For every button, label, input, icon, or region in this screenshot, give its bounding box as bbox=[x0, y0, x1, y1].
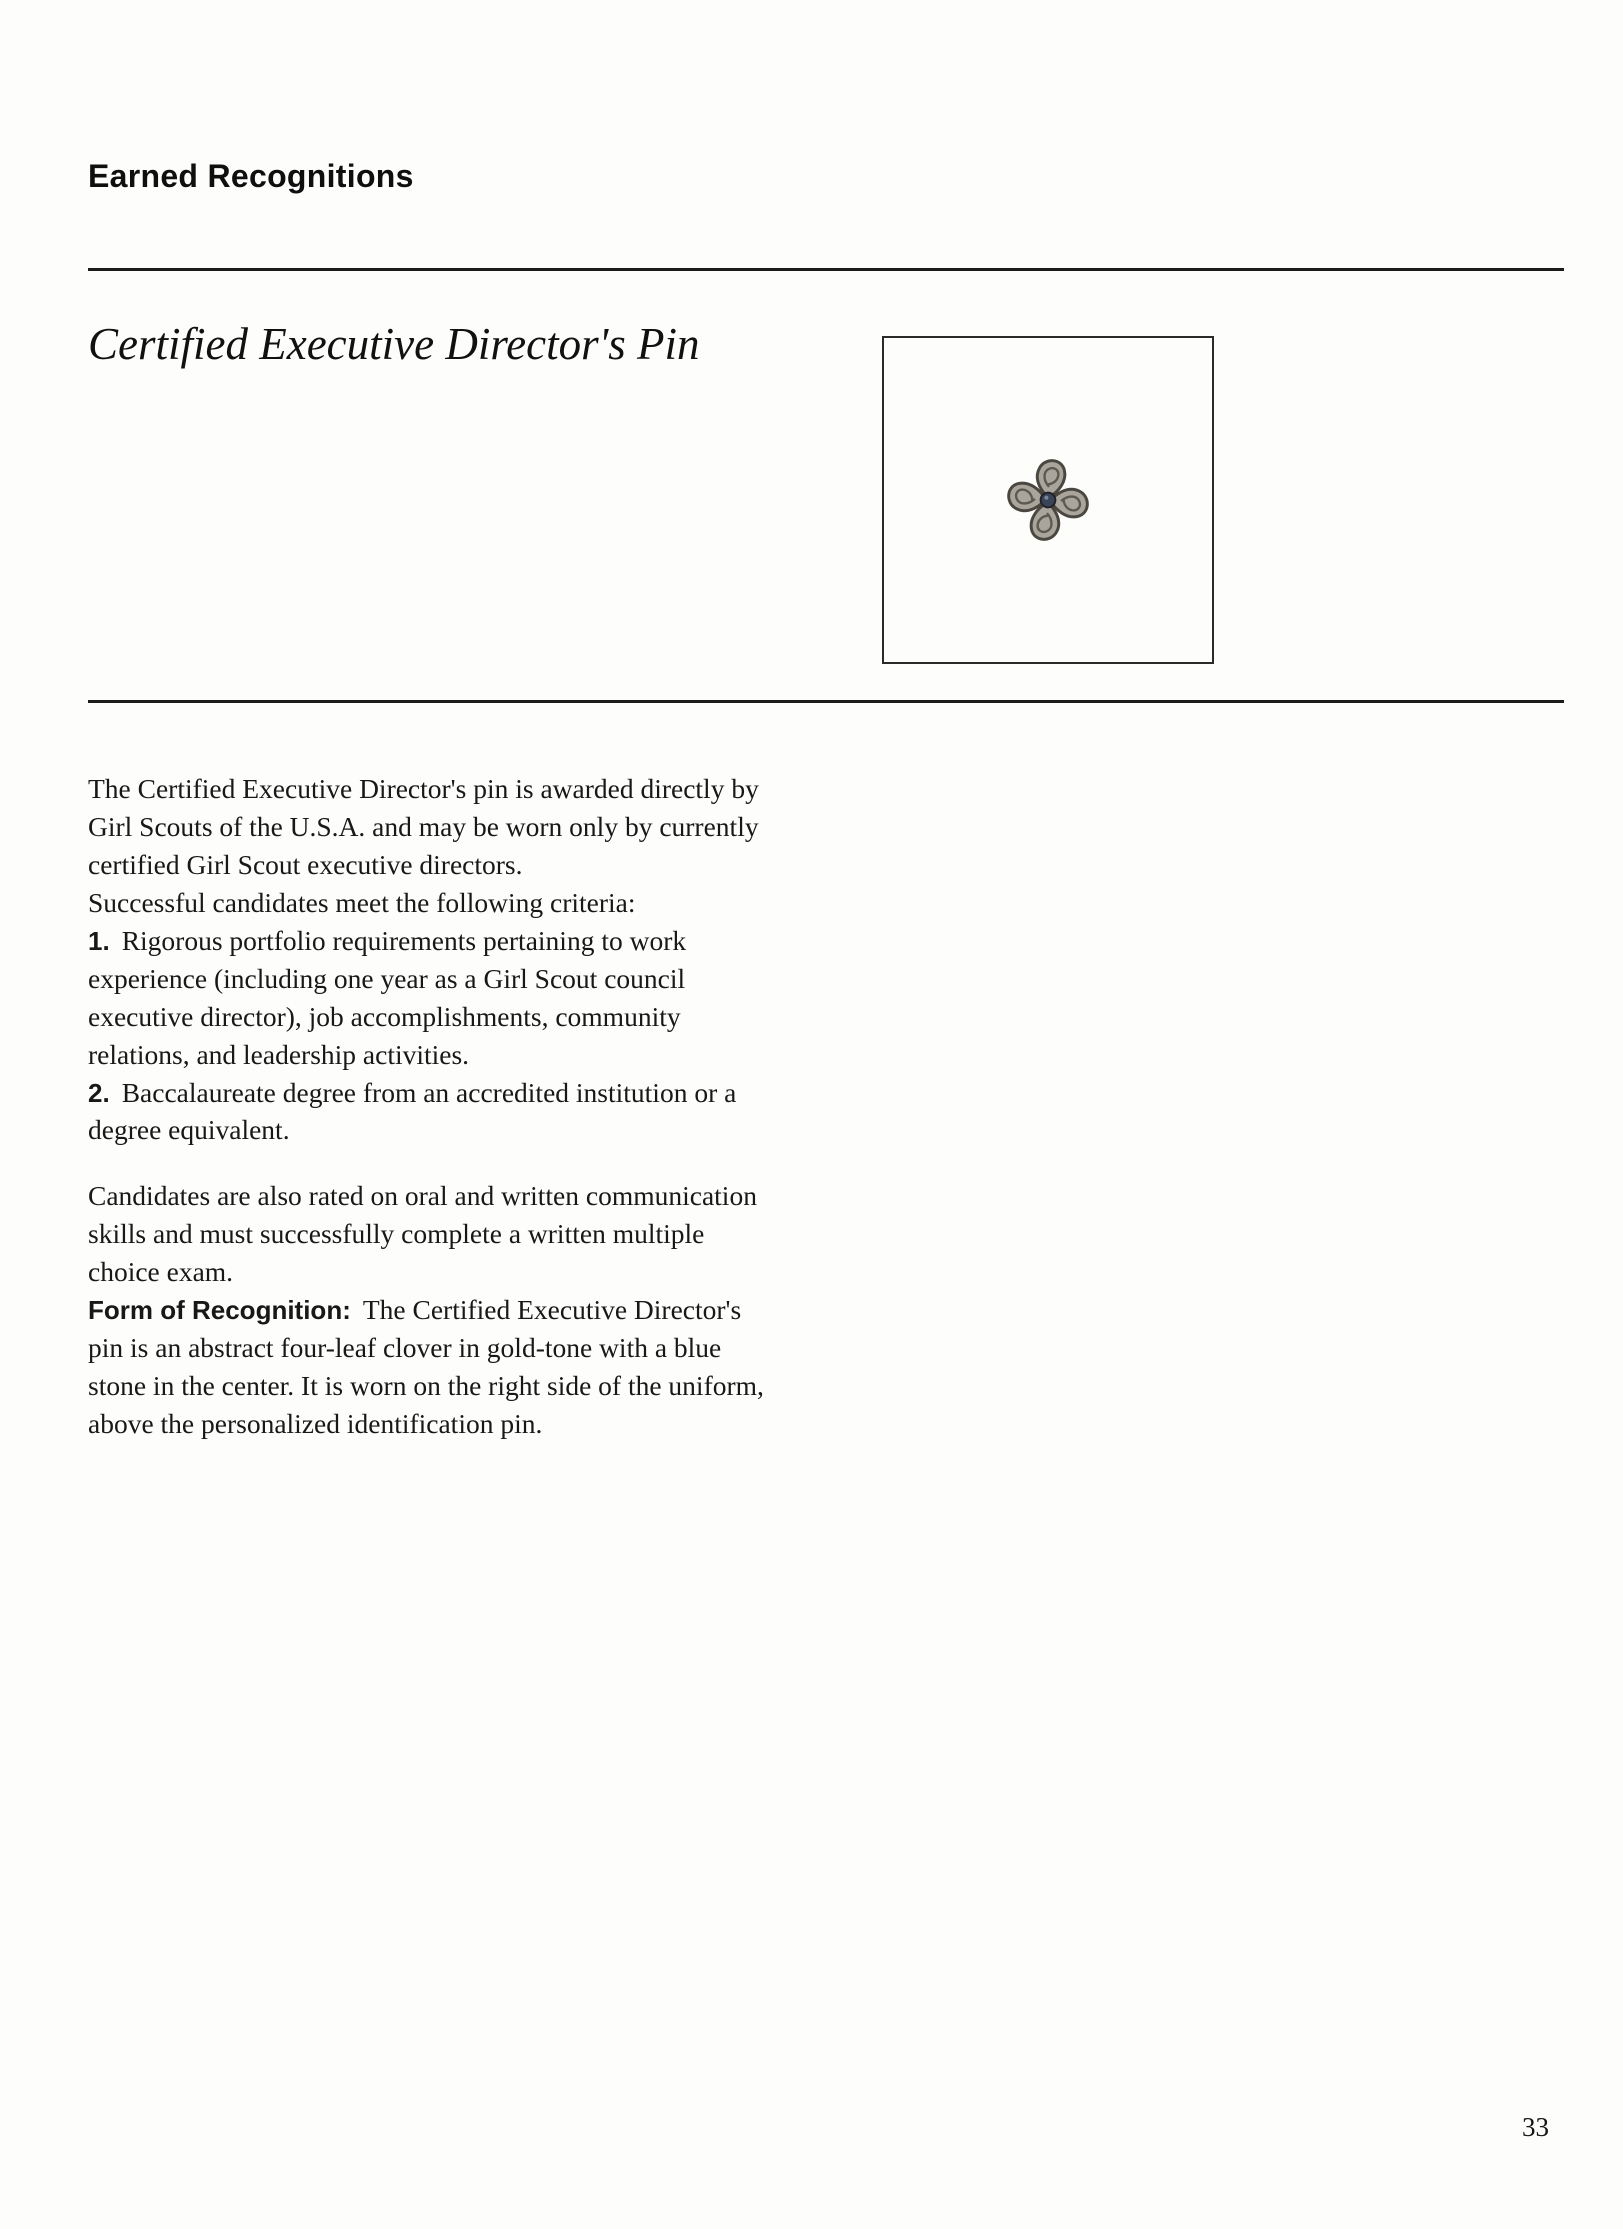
clover-pin-icon bbox=[980, 432, 1117, 569]
paragraph-criteria-lead: Successful candidates meet the following criteria: bbox=[88, 886, 636, 918]
form-of-recognition-text: The Certified Executive Director's pin is an abstract four-leaf clover in gold-tone with a blue stone in the center. It is worn on the right side of the uniform, above the personalized identification pin. bbox=[88, 1294, 764, 1439]
paragraph-rating: Candidates are also rated on oral and written communication skills and must successfully complete a written multiple choice exam. bbox=[88, 1180, 757, 1288]
page-title: Certified Executive Director's Pin bbox=[88, 319, 700, 369]
list-item-2-number: 2. bbox=[88, 1077, 110, 1108]
list-item-2 bbox=[88, 1074, 766, 1150]
paragraph-intro: The Certified Executive Director's pin is awarded directly by Girl Scouts of the U.S.A. and may be worn only by currently certified Girl Scout executive directors. bbox=[88, 773, 759, 880]
form-of-recognition-label: Form of Recognition: bbox=[88, 1295, 351, 1326]
paragraph-spacer bbox=[88, 1149, 766, 1177]
horizontal-rule-mid bbox=[88, 700, 1564, 703]
list-item-2-text: Baccalaureate degree from an accredited institution or a degree equivalent. bbox=[88, 1076, 737, 1146]
section-header: Earned Recognitions bbox=[88, 158, 414, 194]
list-item-1-text: Rigorous portfolio requirements pertaining to work experience (including one year as a Girl Scout council executive director), job accomplishments, community relations, and leadership activities. bbox=[88, 924, 687, 1070]
body-text-column bbox=[88, 770, 766, 1443]
page-number: 33 bbox=[1522, 2112, 1549, 2142]
paragraph-form-of-recognition bbox=[88, 1291, 766, 1443]
list-item-1 bbox=[88, 922, 766, 1074]
pin-photo-frame bbox=[882, 336, 1214, 664]
list-item-1-number: 1. bbox=[88, 925, 110, 956]
horizontal-rule-top bbox=[88, 268, 1564, 271]
